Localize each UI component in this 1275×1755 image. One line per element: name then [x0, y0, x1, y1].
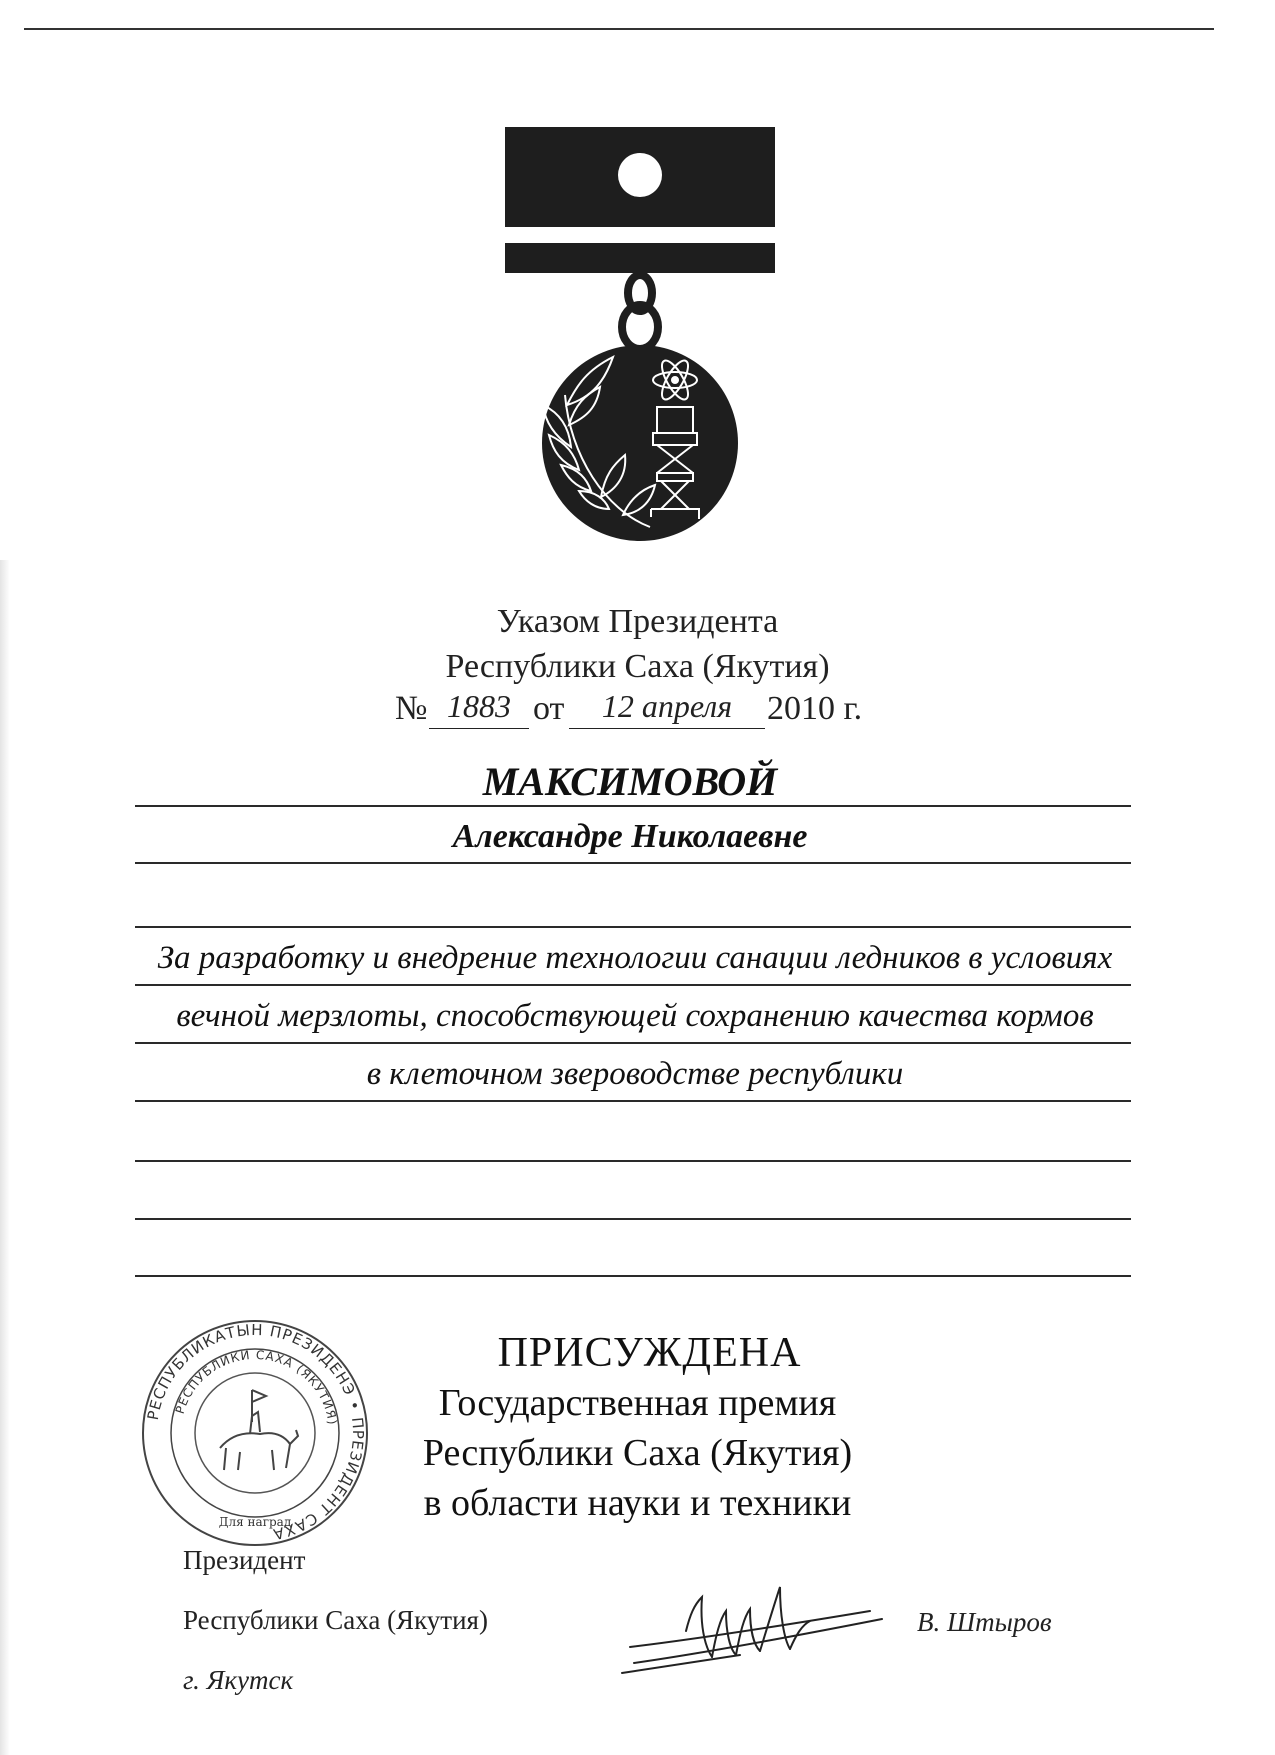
handwritten-signature-icon	[620, 1575, 890, 1685]
decree-date: 12 апреля	[601, 688, 733, 724]
rule-1	[135, 805, 1131, 807]
signatory-title-1: Президент	[183, 1545, 306, 1575]
award-line-1: Государственная премия	[438, 1382, 837, 1424]
seal-inner-text: РЕСПУБЛИКИ САХА (ЯКУТИЯ)	[172, 1347, 340, 1427]
rule-9	[135, 1275, 1131, 1277]
medal-bar	[505, 243, 775, 273]
page-edge-shadow	[0, 560, 10, 1755]
decree-number-date-row	[395, 688, 895, 732]
number-sign: №	[395, 690, 428, 727]
rule-6	[135, 1100, 1131, 1102]
official-seal-icon	[140, 1318, 370, 1548]
issue-place: г. Якутск	[183, 1665, 294, 1695]
decree-date-underline	[569, 728, 765, 729]
signatory-name: В. Штыров	[917, 1607, 1052, 1637]
rule-7	[135, 1160, 1131, 1162]
date-prefix: от	[533, 690, 565, 727]
award-line-2: Республики Саха (Якутия)	[422, 1432, 853, 1474]
medal-icon	[505, 125, 775, 555]
citation-line-1: За разработку и внедрение технологии санации ледников в условиях	[157, 940, 1113, 976]
signatory-title-2: Республики Саха (Якутия)	[183, 1605, 488, 1635]
top-border-line	[24, 28, 1214, 30]
recipient-surname: МАКСИМОВОЙ	[482, 759, 778, 804]
rule-3	[135, 926, 1131, 928]
rule-5	[135, 1042, 1131, 1044]
decree-number: 1883	[447, 688, 511, 724]
decree-year: 2010 г.	[767, 690, 863, 727]
rule-8	[135, 1218, 1131, 1220]
seal-outer-text: РЕСПУБЛИКАТЫН ПРЕЗИДЕНЭ • ПРЕЗИДЕНТ САХА	[143, 1320, 368, 1544]
seal-bottom-text: Для наград	[218, 1515, 292, 1529]
decree-number-underline	[429, 728, 529, 729]
decree-line-2: Республики Саха (Якутия)	[445, 648, 830, 685]
rule-4	[135, 984, 1131, 986]
citation-line-3: в клеточном звероводстве республики	[366, 1056, 904, 1092]
recipient-given-names: Александре Николаевне	[452, 818, 808, 855]
rule-2	[135, 862, 1131, 864]
decree-line-1: Указом Президента	[496, 603, 779, 640]
citation-line-2: вечной мерзлоты, способствующей сохранению качества кормов	[176, 998, 1094, 1034]
award-line-3: в области науки и техники	[423, 1482, 852, 1524]
medal-ribbon-hole	[618, 153, 662, 197]
award-heading: ПРИСУЖДЕНА	[497, 1330, 802, 1376]
seal-rider-emblem	[220, 1390, 298, 1470]
